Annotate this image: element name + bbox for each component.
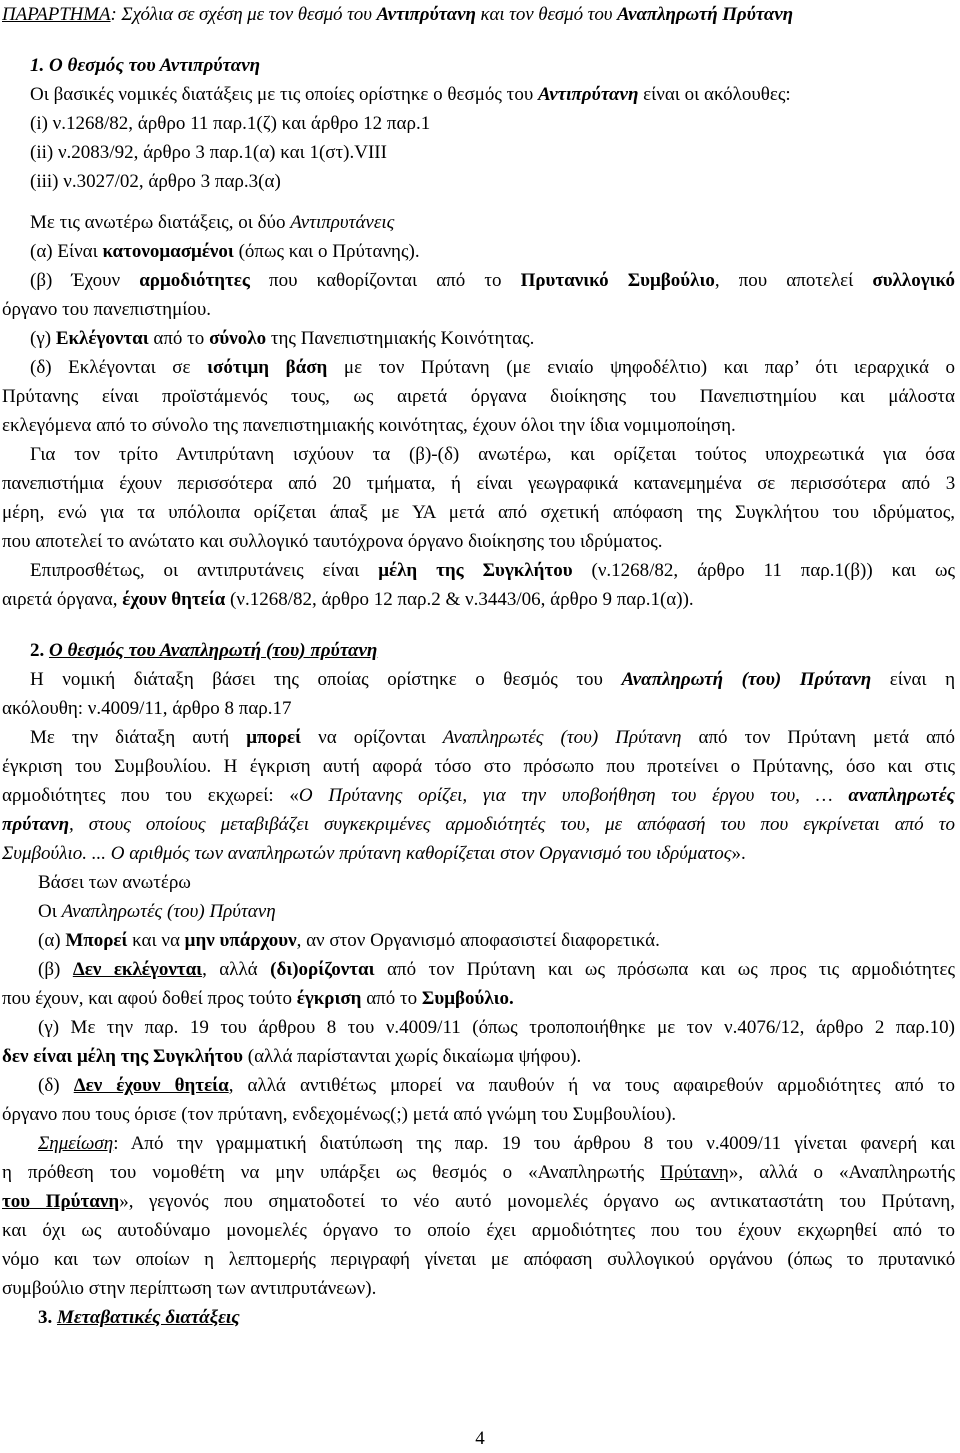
paragraph-line: όργανο του πανεπιστημίου.: [2, 299, 212, 320]
paragraph-line: πανεπιστήμια έχουν περισσότερα από 20 τμήματα, ή είναι γεωγραφικά κατανεμημένα σε περισσότερα από 3: [2, 473, 955, 494]
law-reference: (ii) ν.2083/92, άρθρο 3 παρ.1(α) και 1(στ).VIII: [30, 142, 387, 163]
paragraph-line: Για τον τρίτο Αντιπρύτανη ισχύουν τα (β)-(δ) ανωτέρω, και ορίζεται τούτος υποχρεωτικά για όσα: [30, 444, 955, 465]
paragraph-line: Βάσει των ανωτέρω: [38, 872, 191, 893]
paragraph-line: του Πρύτανη», γεγονός που σηματοδοτεί το νέο αυτό μονομελές όργανο ως αντικαταστάτη του Πρύτανη,: [2, 1191, 955, 1212]
paragraph-line: Επιπροσθέτως, οι αντιπρυτάνεις είναι μέλη της Συγκλήτου (ν.1268/82, άρθρο 11 παρ.1(β)) και ως: [30, 560, 955, 581]
section-2: [2, 636, 955, 1303]
paragraph-line: που έχουν, και αφού δοθεί προς τούτο έγκριση από το Συμβούλιο.: [2, 988, 514, 1009]
paragraph-line: όργανο που τους όρισε (τον πρύτανη, ενδεχομένως(;) μετά από γνώμη του Συμβουλίου).: [2, 1104, 677, 1125]
section-1-heading: 1. Ο θεσμός του Αντιπρύτανη: [30, 55, 261, 76]
paragraph: Οι βασικές νομικές διατάξεις με τις οποίες ορίστηκε ο θεσμός του Αντιπρύτανη είναι οι ακόλουθες:: [30, 84, 791, 105]
paragraph-line: πρύτανη, στους οποίους μεταβιβάζει συγκεκριμένες αρμοδιότητές του, με απόφασή του που εγκρίνεται από το: [2, 814, 955, 835]
paragraph: Με τις ανωτέρω διατάξεις, οι δύο Αντιπρυτάνεις: [30, 212, 395, 233]
list-item: (γ) Εκλέγονται από το σύνολο της Πανεπιστημιακής Κοινότητας.: [30, 328, 535, 349]
paragraph-line: αρμοδιότητες που του εκχωρεί: «Ο Πρύτανης ορίζει, για την υποβοήθηση του έργου του, … αναπληρωτές: [2, 785, 955, 806]
paragraph-line: μέρη, ενώ για τα υπόλοιπα ορίζεται άπαξ με ΥΑ μετά από σχετική απόφαση της Συγκλήτου του ιδρύματος,: [2, 502, 955, 523]
paragraph-line: έγκριση του Συμβουλίου. Η έγκριση αυτή αφορά τόσο στο πρόσωπο που προτείνει ο Πρύτανης, όσο και στις: [2, 756, 955, 777]
paragraph-line: και όχι ως αυτοδύναμο μονομελές όργανο το οποίο έχει αρμοδιότητες που του έχουν εκχωρηθεί από το: [2, 1220, 955, 1241]
paragraph-line: Πρύτανης είναι προϊστάμενός τους, ως αιρετά όργανα διοίκησης του Πανεπιστημίου και μάλοστα: [2, 386, 955, 407]
page-number: 4: [475, 1428, 485, 1449]
paragraph-line: Η νομική διάταξη βάσει της οποίας ορίστηκε ο θεσμός του Αναπληρωτή (του) Πρύτανη είναι η: [30, 669, 955, 690]
law-reference: (iii) ν.3027/02, άρθρο 3 παρ.3(α): [30, 171, 281, 192]
paragraph-line: συμβούλιο στην περίπτωση των αντιπρυτάνεων).: [2, 1278, 377, 1299]
list-item: (δ) Εκλέγονται σε ισότιμη βάση με τον Πρύτανη (με ενιαίο ψηφοδέλτιο) και παρ’ ότι ιεραρχικά ο: [30, 357, 955, 378]
paragraph-line: δεν είναι μέλη της Συγκλήτου (αλλά παρίστανται χωρίς δικαίωμα ψήφου).: [2, 1046, 582, 1067]
paragraph-line: η πρόθεση του νομοθέτη να μην υπάρξει ως θεσμός ο «Αναπληρωτής Πρύτανη», αλλά ο «Αναπληρωτής: [2, 1162, 955, 1183]
list-item: (β) Δεν εκλέγονται, αλλά (δι)ορίζονται από τον Πρύτανη και ως πρόσωπα και ως προς τις αρμοδιότητες: [38, 959, 955, 980]
paragraph-line: ακόλουθη: ν.4009/11, άρθρο 8 παρ.17: [2, 698, 292, 719]
list-item: (α) Μπορεί και να μην υπάρχουν, αν στον Οργανισμό αποφασιστεί διαφορετικά.: [38, 930, 660, 951]
note: Σημείωση: Από την γραμματική διατύπωση της παρ. 19 του άρθρου 8 του ν.4009/11 γίνεται φανερή και: [38, 1133, 955, 1154]
list-item: (γ) Με την παρ. 19 του άρθρου 8 του ν.4009/11 (όπως τροποποιήθηκε με τον ν.4076/12, άρθρο 2 παρ.10): [38, 1017, 955, 1038]
paragraph-line: νόμο και των οποίων η λεπτομερής περιγραφή γίνεται με απόφαση συλλογικού οργάνου (όπως το πρυτανικό: [2, 1249, 955, 1270]
section-2-heading: 2. Ο θεσμός του Αναπληρωτή (του) πρύτανη: [30, 640, 378, 661]
section-3-heading: 3. Μεταβατικές διατάξεις: [38, 1307, 240, 1328]
law-reference: (i) ν.1268/82, άρθρο 11 παρ.1(ζ) και άρθρο 12 παρ.1: [30, 113, 431, 134]
list-item: (α) Είναι κατονομασμένοι (όπως και ο Πρύτανης).: [30, 241, 420, 262]
paragraph-line: Με την διάταξη αυτή μπορεί να ορίζονται Αναπληρωτές (του) Πρύτανη από τον Πρύτανη μετά από: [30, 727, 955, 748]
paragraph-line: αιρετά όργανα, έχουν θητεία (ν.1268/82, άρθρο 12 παρ.2 & ν.3443/06, άρθρο 9 παρ.1(α)).: [2, 589, 694, 610]
paragraph-line: που αποτελεί το ανώτατο και συλλογικό ταυτόχρονα όργανο διοίκησης του ιδρύματος.: [2, 531, 663, 552]
list-item: (β) Έχουν αρμοδιότητες που καθορίζονται από το Πρυτανικό Συμβούλιο, που αποτελεί συλλογικό: [30, 270, 955, 291]
annex-title: ΠΑΡΑΡΤΗΜΑ: Σχόλια σε σχέση με τον θεσμό του Αντιπρύτανη και τον θεσμό του Αναπληρωτή Πρύτανη: [2, 4, 793, 25]
paragraph-line: εκλεγόμενα από το σύνολο της πανεπιστημιακής κοινότητας, έχουν όλοι την ίδια νομιμοποίηση.: [2, 415, 736, 436]
paragraph-line: Συμβούλιο. ... Ο αριθμός των αναπληρωτών πρύτανη καθορίζεται στον Οργανισμό του ιδρύματος».: [2, 843, 746, 864]
list-item: (δ) Δεν έχουν θητεία, αλλά αντιθέτως μπορεί να παυθούν ή να τους αφαιρεθούν αρμοδιότητες από το: [38, 1075, 955, 1096]
subheading: Οι Αναπληρωτές (του) Πρύτανη: [38, 901, 276, 922]
section-1: [2, 51, 955, 614]
